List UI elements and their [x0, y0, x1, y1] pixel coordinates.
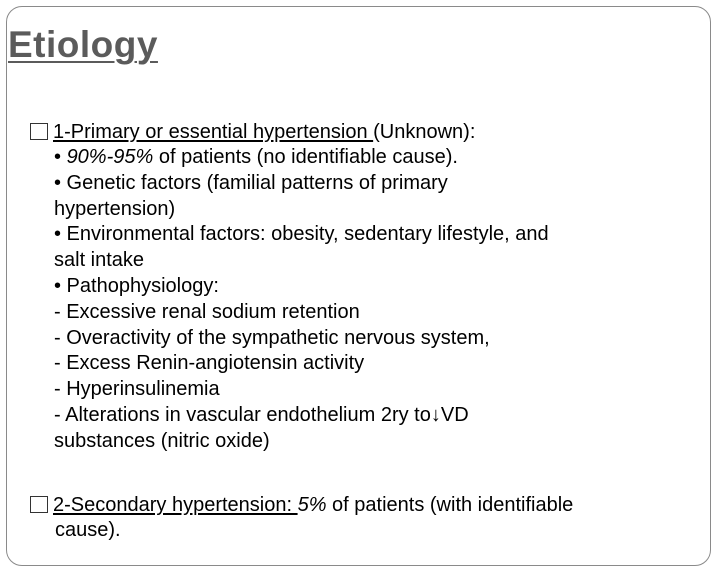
patho-sodium: - Excessive renal sodium retention [54, 300, 360, 323]
prevalence-percent: 90%-95% [66, 146, 154, 168]
point-pathophysiology: • Pathophysiology: [54, 274, 219, 297]
bullet-box-icon [30, 496, 48, 513]
patho-hyperinsulinemia: - Hyperinsulinemia [54, 378, 220, 401]
point-environmental-cont: salt intake [54, 249, 145, 272]
secondary-percent: 5% [297, 494, 327, 516]
patho-endothelium-cont: substances (nitric oxide) [54, 429, 270, 452]
point-environmental: • Environmental factors: obesity, sedentary lifestyle, and [54, 223, 549, 246]
primary-heading-lead: 1-Primary or essential hypertension [53, 121, 374, 143]
secondary-continuation: cause). [55, 519, 121, 541]
primary-points [54, 145, 694, 455]
secondary-text: of patients (with identifiable [326, 494, 574, 516]
prevalence-text: of patients (no identifiable cause). [153, 146, 458, 168]
primary-heading [30, 120, 475, 145]
secondary-heading-lead: 2-Secondary hypertension: [53, 494, 298, 516]
patho-sympathetic: - Overactivity of the sympathetic nervous system, [54, 326, 490, 349]
secondary-heading [30, 493, 573, 518]
point-genetic: • Genetic factors (familial patterns of primary [54, 171, 448, 194]
point-prevalence [54, 145, 694, 171]
bullet-glyph: • [54, 146, 67, 168]
patho-renin: - Excess Renin-angiotensin activity [54, 352, 365, 375]
patho-endothelium: - Alterations in vascular endothelium 2ry to↓VD [54, 403, 469, 426]
primary-heading-tail: (Unknown): [373, 121, 476, 143]
slide-title: Etiology [8, 24, 158, 65]
bullet-box-icon [30, 123, 48, 140]
point-genetic-cont: hypertension) [54, 197, 176, 220]
